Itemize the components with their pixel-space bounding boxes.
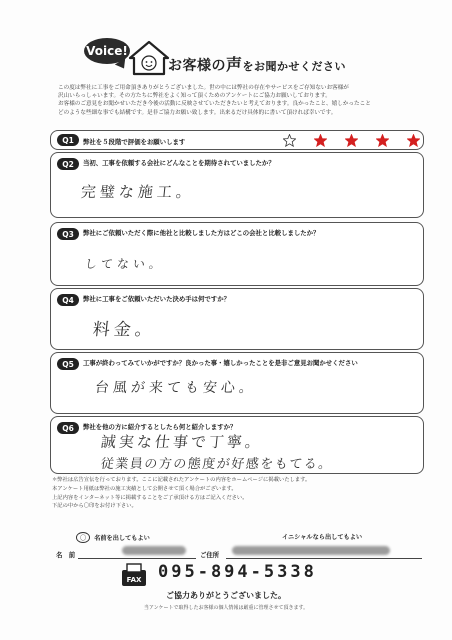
fax-icon (120, 562, 148, 588)
question-6-frame (50, 416, 424, 474)
answer-text: 料金。 (91, 320, 157, 340)
star-filled-icon (376, 134, 389, 147)
star-empty-icon (283, 134, 296, 147)
answer-line-1: 誠実な仕事で丁寧。 (100, 433, 264, 451)
title-emphasis: 声 (226, 55, 243, 74)
name-redaction (122, 546, 186, 555)
answer-text: してない。 (84, 257, 166, 271)
rating-stars (283, 134, 420, 147)
star-filled-icon (407, 134, 420, 147)
name-line (78, 558, 196, 559)
title-suffix: をお聞かせください (242, 60, 347, 73)
notes-text: ＊弊社は広告宣伝を行っております。ここに記載されたアンケートの内容をホームページに掲載いたします。 本アンケート用紙は弊社の施工実績として公開させて頂く場合がございます。 上記内容をインターネット等に掲載することをご了承頂ける方はご記入ください。 下記の中から〇印をお付け下さい。 (52, 477, 311, 510)
question-1-frame (50, 130, 424, 150)
question-text: 工事が終わってみていかがですか？良かった事・嬉しかったことを是非ご意見お聞かせください (83, 359, 358, 367)
option-name-ok-label: 名前を出してもよい (94, 535, 150, 542)
address-label: ご住所 (200, 551, 220, 559)
option-name-ok[interactable] (76, 532, 150, 543)
question-2-frame (50, 152, 424, 218)
question-badge: Q6 (57, 422, 79, 434)
name-label: 名 前 (56, 551, 76, 559)
question-badge: Q3 (57, 228, 79, 240)
voice-bubble (84, 38, 130, 64)
question-text: 当初、工事を依頼する会社にどんなことを期待されていましたか？ (83, 159, 275, 167)
question-badge: Q4 (57, 294, 79, 306)
answer-text: 台風が来ても安心。 (94, 380, 258, 396)
question-text: 弊社に工事をご依頼いただいた決め手は何ですか？ (83, 295, 230, 303)
star-filled-icon (314, 134, 327, 147)
question-badge: Q2 (57, 158, 79, 170)
title-prefix: お客様の (168, 58, 226, 74)
address-redaction (232, 546, 390, 555)
intro-text: この度は弊社に工事をご用命頂きありがとうございました。世の中には弊社の存在やサービスをご存知ないお客様が 沢山いらっしゃいます。その方たちに弊社をよく知って頂くためのアンケートにご協力お願いしております。 お客様のご意見をお聞かせいただき今後の活動に反映させていただきたいと考えております。良かったこと、嬉しかったこと どのような些細な事でも結構です。是非ご協力お願い致します。出来るだけ具体的に書いて頂ければ幸いです。 (58, 85, 371, 116)
name-row (50, 532, 424, 560)
question-text: 弊社にご依頼いただく際に他社と比較しました方はどこの会社と比較しましたか？ (83, 229, 320, 237)
question-5-frame (50, 352, 424, 414)
page-title (168, 52, 346, 75)
option-initial-ok-label: イニシャルなら出してもよい (282, 534, 363, 541)
question-3-frame (50, 222, 424, 286)
answer-text: 完璧な施工。 (80, 183, 196, 201)
selected-circle-mark: 〇 (76, 532, 90, 543)
fax-number: 095-894-5338 (158, 562, 317, 582)
star-filled-icon (345, 134, 358, 147)
footer-text: 当アンケートで取得したお客様の個人情報は厳重に管理させて頂きます。 (143, 605, 309, 611)
voice-label: Voice! (86, 44, 128, 58)
option-initial-ok[interactable] (282, 532, 362, 541)
question-badge: Q5 (57, 358, 79, 370)
house-icon (128, 40, 170, 76)
fax-label: FAX (126, 576, 142, 584)
question-text: 弊社を他の方に紹介するとしたら何と紹介しますか？ (83, 423, 237, 431)
address-line (226, 558, 422, 559)
question-badge: Q1 (57, 134, 79, 146)
answer-line-2: 従業員の方の態度が好感をもてる。 (100, 457, 334, 472)
thanks-text: ご協力ありがとうございました。 (166, 591, 286, 600)
question-text: 弊社を５段階で評価をお願いします (83, 138, 186, 146)
question-4-frame (50, 288, 424, 350)
